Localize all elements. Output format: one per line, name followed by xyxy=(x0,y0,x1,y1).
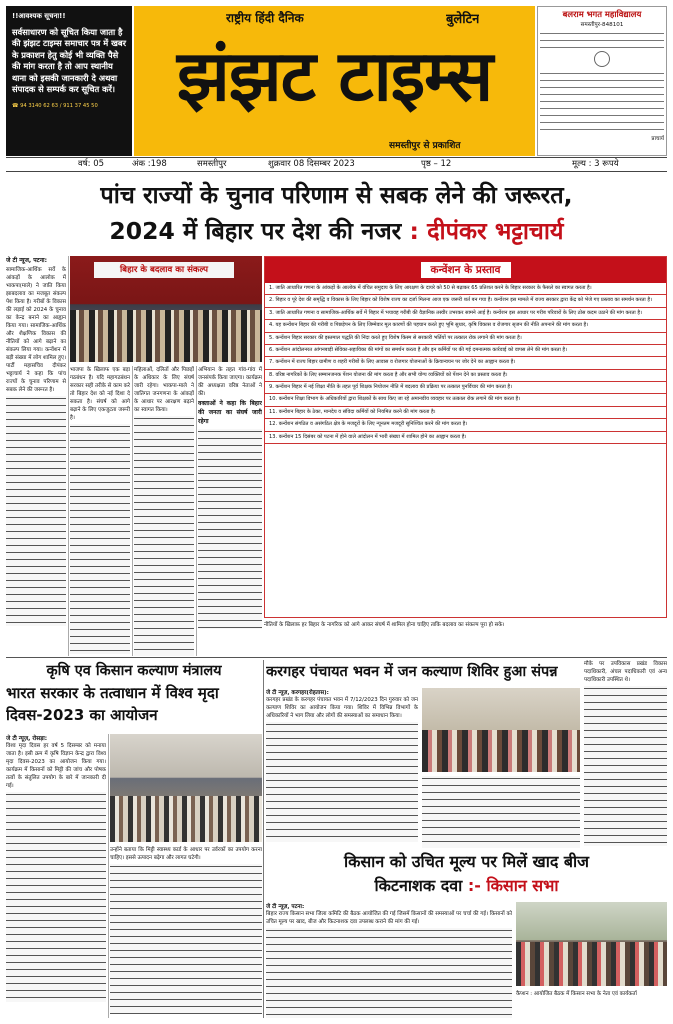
farmer-byline: जे टी न्यूज़, पटना: xyxy=(266,904,305,910)
lead-story xyxy=(6,256,262,656)
farmer-photo xyxy=(516,902,667,986)
lead-subhead: वक्ताओं ने कहा कि बिहार की जनता का संघर्ष जारी रहेगा xyxy=(198,400,262,425)
ad-sub: समस्तीपुर-848101 xyxy=(580,22,624,28)
date: शुक्रवार 08 दिसम्बर 2023 xyxy=(268,159,355,169)
year: वर्ष: 05 xyxy=(78,159,105,169)
notice-box xyxy=(6,6,132,156)
tagline-right: बुलेटिन xyxy=(446,12,480,27)
lead-headline xyxy=(6,178,667,254)
resolution-item: 5. कन्वेंशन बिहार सरकार की इस्तमाल पद्धति की निंदा करते हुए विशेष किस्म से सरकारी भर्तियों पर तत्काल रोक लगाने की मांग करता है। xyxy=(265,333,666,345)
farmer-story xyxy=(266,850,667,1018)
newspaper-title: झंझट टाइम्स xyxy=(176,35,493,117)
lead-byline: जे टी न्यूज, पटना: xyxy=(6,257,47,264)
lead-headline-line2: 2024 में बिहार पर देश की नजर xyxy=(109,217,402,245)
resolution-item: 6. कन्वेंशन आंदोलनरत आंगनबाड़ी सेविका-सहायिका की मांगों का समर्थन करता है और इन कर्मियों पर की गई दमनात्मक कार्रवाई को वापस लेने की मांग करता है। xyxy=(265,345,666,357)
pages: पृष्ठ – 12 xyxy=(421,159,452,169)
lead-col3: महिलाओं, दलितों और पिछड़ों के अधिकार के लिए संघर्ष जारी रहेगा। भाकपा-माले ने जातिगत जनगणना के आंकड़ों के आधार पर आरक्षण बढ़ाने का स्वागत किया। xyxy=(134,366,194,656)
farmer-caption: कैप्शन : आयोजित बैठक में किसान सभा के नेता एवं कार्यकर्ता xyxy=(516,991,637,997)
resolution-item: 2. बिहार व पूरे देश की समृद्धि व विकास के लिए बिहार को विशेष राज्य का दर्जा मिलना आज एक जरूरी शर्त बन गया है। कन्वेंशन इस मामले में राज्य सरकार द्वारा केंद्र को भेजे गए प्रस्ताव का समर्थन करता है। xyxy=(265,295,666,307)
masthead xyxy=(6,6,667,156)
photo-banner: बिहार के बदलाव का संकल्प xyxy=(94,262,234,278)
resolution-item: 9. कन्वेंशन बिहार में नई शिक्षा नीति के तहत पूर्व शिक्षक नियोजन नीति में बदलाव की प्रक्रिया पर तत्काल पुनर्विचार की मांग करता है। xyxy=(265,382,666,394)
resolution-item: 8. वरिष्ठ नागरिकों के लिए सम्मानजनक पेंशन योजना की मांग करता है और सभी योग्य व्यक्तियों को पेंशन देने का प्रस्ताव करता है। xyxy=(265,370,666,382)
resolution-item: 1. जाति आधारित गणना के आंकड़ों के आलोक में वंचित समुदाय के लिए आरक्षण के दायरे को 50 से बढ़ाकर 65 प्रतिशत करने के बिहार सरकार के फैसले का स्वागत करता है। xyxy=(265,283,666,295)
resolutions-box xyxy=(264,256,667,618)
ad-emblem xyxy=(594,51,610,67)
camp-headline: करगहर पंचायत भवन में जन कल्याण शिविर हुआ संपन्न xyxy=(266,664,558,680)
camp-photo xyxy=(422,688,580,772)
lead-headline-line1: पांच राज्यों के चुनाव परिणाम से सबक लेने की जरूरत, xyxy=(100,181,573,209)
camp-byline: जे टी न्यूज़, करगहर(रोहतास): xyxy=(266,690,329,696)
farmer-headline-tail: :- किसान सभा xyxy=(467,876,559,895)
soil-headline-line1: भारत सरकार के तत्वाधान में विश्व मृदा xyxy=(6,684,219,702)
issue: अंक :198 xyxy=(132,159,167,169)
resolution-item: 4. यह कन्वेंशन बिहार की गरीबी व पिछड़ेपन के लिए जिम्मेवार मूल कारणों की पहचान करते हुए भूमि सुधार, कृषि विकास व रोजगार सृजन की नीति अपनाने की मांग करता है। xyxy=(265,320,666,332)
ad-footer: प्राचार्य xyxy=(651,136,664,142)
farmer-headline-line1: किसान को उचित मूल्य पर मिलें खाद बीज xyxy=(343,852,590,871)
title-block xyxy=(134,6,535,156)
soil-photo xyxy=(110,734,262,842)
resolutions-list xyxy=(265,283,666,617)
ad-body-lines xyxy=(540,70,664,134)
resolutions-title: कन्वेंशन के प्रस्ताव xyxy=(421,262,511,278)
soil-kicker: कृषि एव किसान कल्याण मंत्रालय xyxy=(46,663,222,679)
camp-story xyxy=(266,660,667,848)
convention-photo xyxy=(70,256,262,362)
published-from: समस्तीपुर से प्रकाशित xyxy=(389,141,461,151)
tagline-left: राष्ट्रीय हिंदी दैनिक xyxy=(226,11,304,25)
soil-body-right: उन्होंने बताया कि मिट्टी स्वास्थ्य कार्ड के आधार पर उर्वरकों का उपयोग करना चाहिए। इससे उत्पादन बढ़ेगा और लागत घटेगी। xyxy=(110,846,262,1018)
resolution-item: 11. कन्वेंशन बिहार के ठेका, मानदेय व संविदा कर्मियों को नियमित करने की मांग करता है। xyxy=(265,407,666,419)
camp-body: करगहर प्रखंड के करगहर पंचायत भवन में 7/12/2023 दिन गुरुवार को जन कल्याण शिविर का आयोजन किया गया। शिविर में विभिन्न विभागों के अधिकारियों ने भाग लिया और लोगों की समस्याओं का समाधान किया। xyxy=(266,696,418,848)
notice-phone: ☎ 94 3140 62 63 / 911 37 45 50 xyxy=(12,102,98,109)
city: समस्तीपुर xyxy=(197,159,227,169)
ad-text-lines xyxy=(540,30,664,48)
lead-col2: भाजपा के खिलाफ एक बड़ा गठबंधन है। यदि महागठबंधन सरकार सही तरीके से काम करे तो बिहार देश को नई दिशा दे सकता है। संघर्ष को आगे बढ़ाने के लिए एकजुटता जरूरी है। xyxy=(70,366,130,656)
resolution-item: 7. कन्वेंशन में राज्य बिहार ग्रामीण व शहरी गरीबों के लिए आवास व रोजगार योजनाओं के क्रियान्वयन पर जोर देने का आह्वान करता है। xyxy=(265,357,666,369)
resolutions-title-bar xyxy=(265,257,666,283)
farmer-body: बिहार राज्य किसान सभा जिला कमिटि की बैठक आयोजित की गई जिसमें किसानों की समस्याओं पर चर्चा की गई। किसानों को उचित मूल्य पर खाद, बीज और किटनाशक दवा उपलब्ध कराने की मांग की गई। xyxy=(266,910,512,1018)
soil-body-left: विश्व मृदा दिवस हर वर्ष 5 दिसम्बर को मनाया जाता है। इसी क्रम में कृषि विज्ञान केन्द्र द्वारा विश्व मृदा दिवस-2023 का आयोजन किया गया। कार्यक्रम में किसानों को मिट्टी की जांच और पोषक तत्वों के संतुलित उपयोग के बारे में जानकारी दी गई। xyxy=(6,742,106,1018)
farmer-headline-line2: किटनाशक दवा xyxy=(374,876,463,895)
lead-headline-name: : दीपंकर भट्टाचार्य xyxy=(409,217,564,245)
resolution-item: 3. जाति आधारित गणना व सामाजिक-आर्थिक सर्वे में बिहार में भयावह गरीबी की वैज्ञानिक तस्वीर उभरकर सामने आई है। कन्वेंशन इस आधार पर गरीब परिवारों के लिए ठोस कदम उठाने की मांग करता है। xyxy=(265,308,666,320)
soil-day-story xyxy=(6,660,262,1018)
camp-body-right: मौके पर उपविकास प्रखंड विकास पदाधिकारी, अंचल पदाधिकारी एवं अन्य पदाधिकारी उपस्थित थे। xyxy=(584,660,667,848)
ad-title: बलराम भगत महाविद्यालय xyxy=(562,9,642,19)
notice-body: सर्वसाधारण को सूचित किया जाता है की झंझट टाइम्स समाचार पत्र में खबर के प्रकाशन हेतु कोई भी व्यक्ति पैसे की मांग करता है तो आप स्थानीय थाना को इसकी जानकारी दे अथवा संपादक से सम्पर्क कर सूचित करें। xyxy=(12,27,126,95)
lead-col4: अभियान के तहत गांव-गांव में जनसंपर्क किया जाएगा। कार्यक्रम की अध्यक्षता वरिष्ठ नेताओं ने की। वक्ताओं ने कहा कि बिहार की जनता का संघर्ष जारी रहेगा xyxy=(198,366,262,656)
lead-col1: सामाजिक-आर्थिक सर्वे के आंकड़ों के आलोक में भाकपा(माले) ने जाति किया झाबदलाव का मजबूत संकल्प पेश किया है। गरीबों के विकास की लड़ाई को 2024 के चुनाव का केन्द्र बनाने का आह्वान किया गया। सामाजिक-आर्थिक और शैक्षणिक विकास की नीतियों को आगे बढ़ाने का संकल्प लिया गया। कन्वेंशन में बड़ी संख्या में लोग शामिल हुए। पार्टी महासचिव दीपंकर भट्टाचार्य ने कहा कि पांच राज्यों के चुनाव परिणाम से सबक लेने की जरूरत है। xyxy=(6,266,66,656)
camp-body-mid xyxy=(422,776,580,848)
soil-headline-line2: दिवस-2023 का आयोजन xyxy=(6,706,158,724)
notice-title: !!आवश्यक सूचना!! xyxy=(12,12,66,20)
resolution-item: 12. कन्वेंशन संगठित व असंगठित क्षेत्र के मजदूरों के लिए न्यूनतम मजदूरी सुनिश्चित करने की मांग करता है। xyxy=(265,419,666,431)
price: मूल्य : 3 रूपये xyxy=(572,159,619,169)
resolution-item: 10. कन्वेंशन शिक्षा विभाग के अधिकारियों द्वारा शिक्षकों के साथ किए जा रहे अमानवीय व्यवहार पर तत्काल रोक लगाने की मांग करता है। xyxy=(265,394,666,406)
resolution-item: 13. कन्वेंशन 15 दिसंबर को पटना में होने वाले आंदोलन में भारी संख्या में शामिल होने का आह्वान करता है। xyxy=(265,432,666,444)
soil-byline: जे टी न्यूज़, रोसड़ा: xyxy=(6,736,48,742)
dateline-bar xyxy=(6,157,667,172)
college-ad xyxy=(537,6,667,156)
resolutions-footer: नीतियों के खिलाफ़ हर बिहार के नागरिक को आगे आकर संघर्ष में शामिल होना चाहिए ताकि बदलाव का संकल्प पूरा हो सके। xyxy=(264,622,505,628)
